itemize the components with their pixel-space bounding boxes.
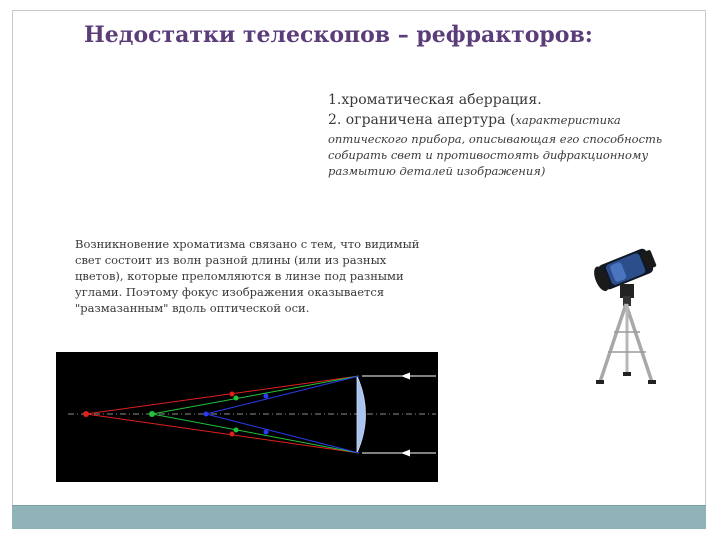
point-chromatic-aberration xyxy=(328,90,698,110)
chromatism-explanation: Возникновение хроматизма связано с тем, что видимый свет состоит из волн разной длины (или из разных цветов), которые преломляются в линзе под разными углами. Поэтому фокус изображения оказывается "размазанным" вдоль оптической оси. xyxy=(75,237,420,315)
blue-marker-top xyxy=(264,394,269,399)
red-marker-top xyxy=(230,392,235,397)
footer-bar xyxy=(12,505,706,529)
diagram-background xyxy=(56,352,438,482)
red-marker-bottom xyxy=(230,432,235,437)
green-focus-point xyxy=(149,411,155,417)
blue-marker-bottom xyxy=(264,430,269,435)
chromatic-aberration-diagram xyxy=(56,352,438,482)
green-marker-bottom xyxy=(234,428,239,433)
point-1-text: 1.хроматическая аберрация. xyxy=(328,92,542,108)
green-marker-top xyxy=(234,396,239,401)
point-2-text: 2. ограничена апертура ( xyxy=(328,112,516,128)
point-2-note-start: характеристика xyxy=(515,113,621,127)
disadvantages-list xyxy=(328,90,698,179)
slide-title: Недостатки телескопов – рефракторов: xyxy=(84,22,593,48)
point-limited-aperture xyxy=(328,110,698,130)
blue-focus-point xyxy=(204,412,209,417)
red-focus-point xyxy=(83,411,89,417)
aperture-definition: оптического прибора, описывающая его способность собирать свет и противостоять дифракционному размытию деталей изображения) xyxy=(328,132,663,178)
telescope-on-tripod-icon xyxy=(586,240,666,388)
